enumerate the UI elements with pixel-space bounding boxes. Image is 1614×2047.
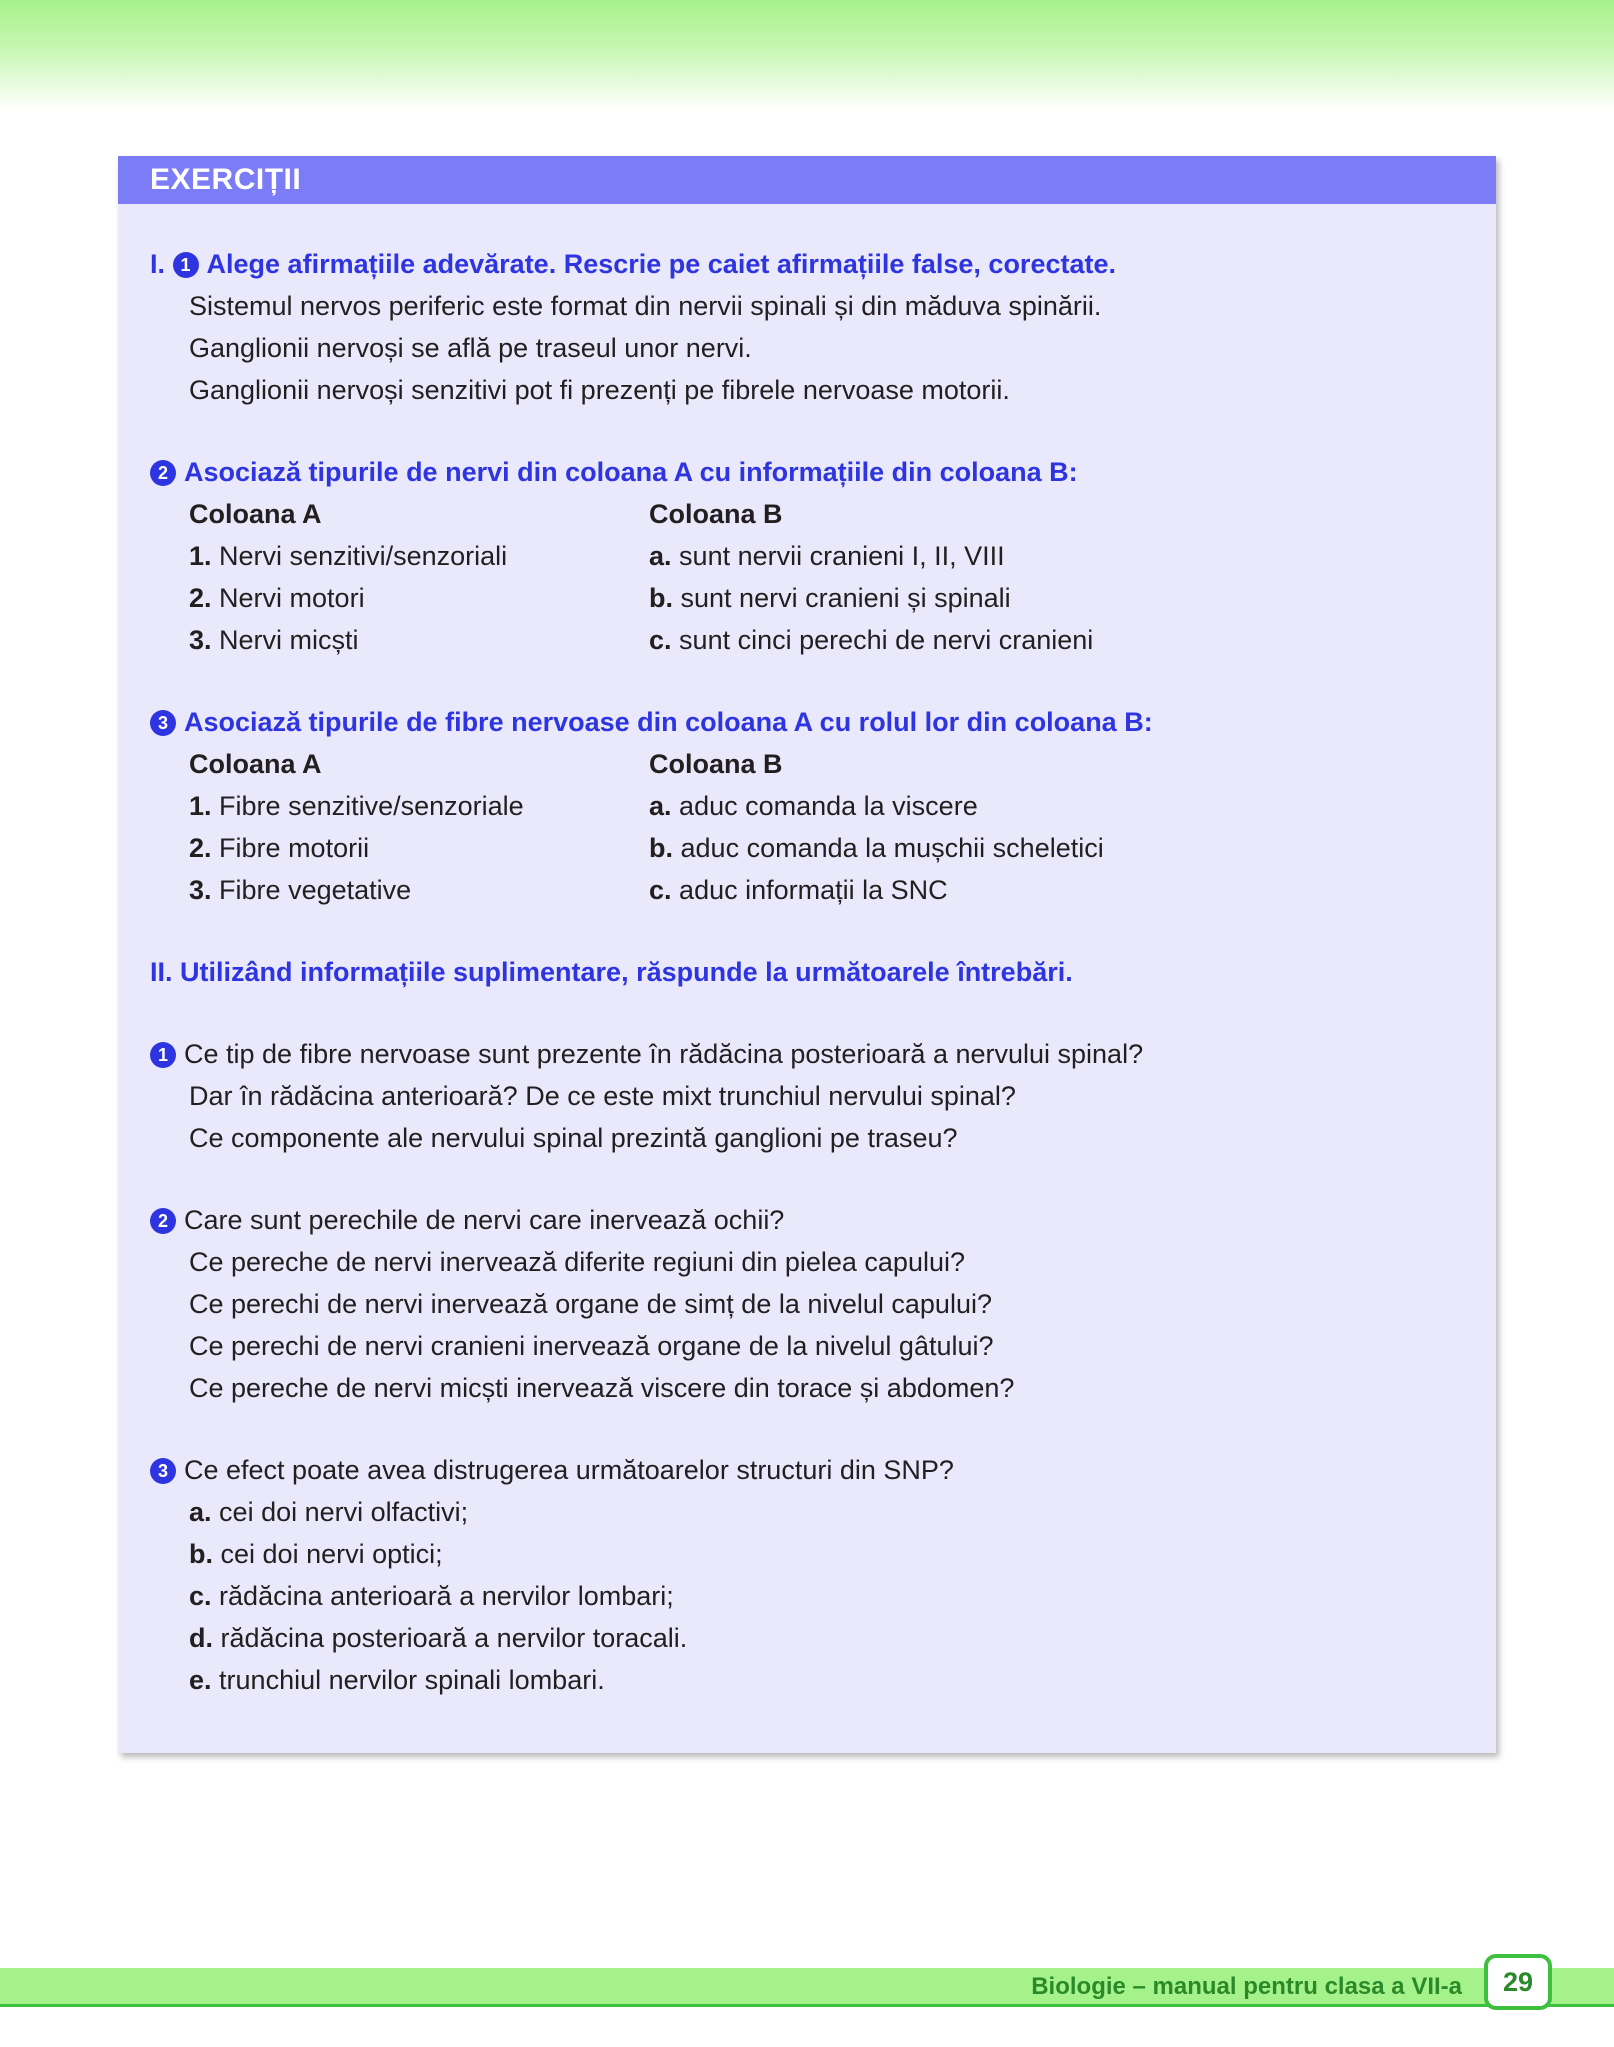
question-line: Dar în rădăcina anterioară? De ce este mixt trunchiul nervului spinal? bbox=[189, 1081, 1016, 1111]
column-b-item: b. sunt nervi cranieni și spinali bbox=[649, 583, 1011, 613]
top-gradient-band bbox=[0, 0, 1614, 110]
exercises-header-bar bbox=[118, 156, 1496, 204]
number-badge-2: 2 bbox=[150, 1208, 176, 1234]
column-a-header: Coloana A bbox=[189, 749, 322, 779]
number-badge-1: 1 bbox=[150, 1042, 176, 1068]
part1-q2-heading bbox=[150, 455, 1078, 489]
part1-q3-title: Asociază tipurile de fibre nervoase din coloana A cu rolul lor din coloana B: bbox=[184, 707, 1153, 737]
number-badge-3: 3 bbox=[150, 710, 176, 736]
statement-line: Ganglionii nervoși senzitivi pot fi prezenți pe fibrele nervoase motorii. bbox=[189, 375, 1010, 405]
part2-q1-line: 1 Ce tip de fibre nervoase sunt prezente în rădăcina posterioară a nervului spinal? bbox=[150, 1037, 1143, 1071]
part1-q2-title: Asociază tipurile de nervi din coloana A cu informațiile din coloana B: bbox=[184, 457, 1078, 487]
answer-item: b. cei doi nervi optici; bbox=[189, 1539, 443, 1569]
column-a-item: 1. Fibre senzitive/senzoriale bbox=[189, 791, 524, 821]
question-line: Ce pereche de nervi micști inervează viscere din torace și abdomen? bbox=[189, 1373, 1015, 1403]
page-number: 29 bbox=[1484, 1954, 1552, 2010]
answer-item: e. trunchiul nervilor spinali lombari. bbox=[189, 1665, 605, 1695]
column-b-item: b. aduc comanda la mușchii scheletici bbox=[649, 833, 1104, 863]
part2-q3-line: 3 Ce efect poate avea distrugerea următoarelor structuri din SNP? bbox=[150, 1453, 954, 1487]
column-b-header: Coloana B bbox=[649, 749, 783, 779]
part2-q2-line: 2 Care sunt perechile de nervi care inervează ochii? bbox=[150, 1203, 784, 1237]
exercises-title: EXERCIȚII bbox=[150, 163, 302, 196]
answer-item: a. cei doi nervi olfactivi; bbox=[189, 1497, 469, 1527]
column-a-item: 2. Nervi motori bbox=[189, 583, 365, 613]
number-badge-3: 3 bbox=[150, 1458, 176, 1484]
exercises-box bbox=[118, 156, 1496, 1753]
column-b-item: a. aduc comanda la viscere bbox=[649, 791, 978, 821]
footer-book-title: Biologie – manual pentru clasa a VII-a bbox=[1031, 1973, 1462, 2000]
column-b-item: c. aduc informații la SNC bbox=[649, 875, 948, 905]
statement-line: Ganglionii nervoși se află pe traseul unor nervi. bbox=[189, 333, 752, 363]
column-a-header: Coloana A bbox=[189, 499, 322, 529]
column-a-item: 3. Fibre vegetative bbox=[189, 875, 412, 905]
answer-item: d. rădăcina posterioară a nervilor toracali. bbox=[189, 1623, 688, 1653]
part1-q1-title: Alege afirmațiile adevărate. Rescrie pe caiet afirmațiile false, corectate. bbox=[206, 249, 1116, 279]
question-line: Ce perechi de nervi inervează organe de simț de la nivelul capului? bbox=[189, 1289, 992, 1319]
question-line: Ce pereche de nervi inervează diferite regiuni din pielea capului? bbox=[189, 1247, 965, 1277]
column-a-item: 2. Fibre motorii bbox=[189, 833, 370, 863]
column-b-item: c. sunt cinci perechi de nervi cranieni bbox=[649, 625, 1094, 655]
answer-item: c. rădăcina anterioară a nervilor lombari; bbox=[189, 1581, 674, 1611]
part2-heading: II. Utilizând informațiile suplimentare, răspunde la următoarele întrebări. bbox=[150, 957, 1073, 987]
part1-q1-heading bbox=[150, 247, 1116, 281]
number-badge-1: 1 bbox=[173, 252, 199, 278]
statement-line: Sistemul nervos periferic este format din nervii spinali și din măduva spinării. bbox=[189, 291, 1102, 321]
question-line: Ce perechi de nervi cranieni inervează organe de la nivelul gâtului? bbox=[189, 1331, 994, 1361]
column-a-item: 1. Nervi senzitivi/senzoriali bbox=[189, 541, 508, 571]
column-b-item: a. sunt nervii cranieni I, II, VIII bbox=[649, 541, 1005, 571]
column-a-item: 3. Nervi micști bbox=[189, 625, 359, 655]
column-b-header: Coloana B bbox=[649, 499, 783, 529]
question-line: Ce componente ale nervului spinal prezintă ganglioni pe traseu? bbox=[189, 1123, 958, 1153]
part1-q3-heading bbox=[150, 705, 1153, 739]
part1-label: I. bbox=[150, 249, 166, 279]
number-badge-2: 2 bbox=[150, 460, 176, 486]
